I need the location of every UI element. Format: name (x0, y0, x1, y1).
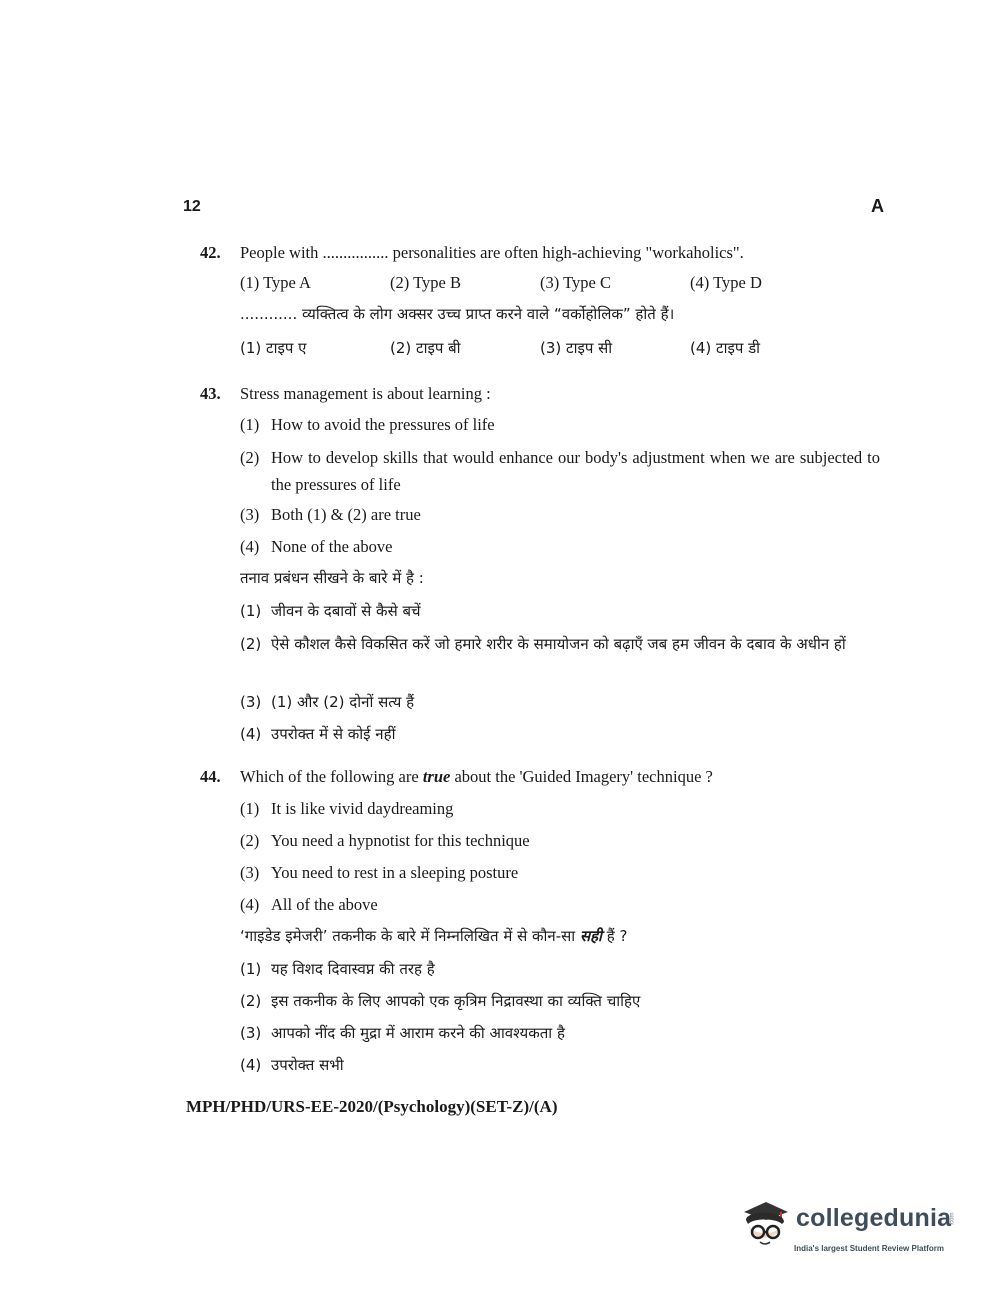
option: (4) All of the above (240, 895, 378, 914)
option: (3) Both (1) & (2) are true (240, 505, 421, 524)
option: (1) Type A (240, 273, 311, 292)
option: (1) It is like vivid daydreaming (240, 799, 454, 818)
student-mascot-icon (736, 1198, 792, 1258)
question-number: 42. (200, 243, 221, 262)
option: (4) उपरोक्त में से कोई नहीं (240, 725, 396, 743)
option: (1) जीवन के दबावों से कैसे बचें (240, 602, 421, 620)
option: (2) How to develop skills that would enhance our body's adjustment when we are subjected to the pressures of life (240, 448, 880, 494)
option: (2) ऐसे कौशल कैसे विकसित करें जो हमारे शरीर के समायोजन को बढ़ाएँ जब हम जीवन के दबाव के अधीन हों (240, 635, 846, 653)
brand-name: collegedunia (796, 1204, 952, 1232)
option: (2) टाइप बी (390, 339, 461, 357)
question-text-en: Stress management is about learning : (240, 384, 491, 403)
option: (1) टाइप ए (240, 339, 307, 357)
brand-tagline: India's largest Student Review Platform (794, 1244, 944, 1253)
option: (1) How to avoid the pressures of life (240, 415, 495, 434)
set-letter: A (871, 196, 884, 216)
question-text-hi: ............ व्यक्तित्व के लोग अक्सर उच्च प्राप्त करने वाले “वर्कोहोलिक” होते हैं। (240, 305, 675, 323)
option: (3) Type C (540, 273, 611, 292)
option: (2) Type B (390, 273, 461, 292)
option: (3) (1) और (2) दोनों सत्य हैं (240, 693, 415, 711)
option: (4) उपरोक्त सभी (240, 1056, 344, 1074)
question-43 (200, 382, 880, 754)
question-number: 43. (200, 384, 221, 403)
option: (4) टाइप डी (690, 339, 761, 357)
brand-com: .com (949, 1212, 956, 1226)
paper-code: MPH/PHD/URS-EE-2020/(Psychology)(SET-Z)/(A) (186, 1097, 558, 1116)
question-44 (200, 765, 880, 1085)
option: (3) आपको नींद की मुद्रा में आराम करने की आवश्यकता है (240, 1024, 565, 1042)
option: (3) You need to rest in a sleeping posture (240, 863, 519, 882)
option: (4) Type D (690, 273, 762, 292)
question-text-hi: तनाव प्रबंधन सीखने के बारे में है : (240, 569, 424, 587)
option: (3) टाइप सी (540, 339, 613, 357)
question-text-en: Which of the following are true about the 'Guided Imagery' technique ? (240, 767, 713, 786)
option: (2) इस तकनीक के लिए आपको एक कृत्रिम निद्रावस्था का व्यक्ति चाहिए (240, 992, 641, 1010)
question-text-hi: ‘गाइडेड इमेजरी’ तकनीक के बारे में निम्नलिखित में से कौन-सा सही हैं ? (240, 927, 628, 945)
options-en (240, 271, 880, 302)
option: (1) यह विशद दिवास्वप्न की तरह है (240, 960, 435, 978)
question-text-en: People with ................ personalities are often high-achieving "workaholics". (240, 243, 744, 262)
option: (2) You need a hypnotist for this technique (240, 831, 530, 850)
question-number: 44. (200, 767, 221, 786)
question-42 (200, 241, 880, 360)
page-number: 12 (183, 198, 201, 215)
option: (4) None of the above (240, 537, 393, 556)
options-hi (240, 336, 880, 360)
collegedunia-watermark (736, 1198, 958, 1258)
